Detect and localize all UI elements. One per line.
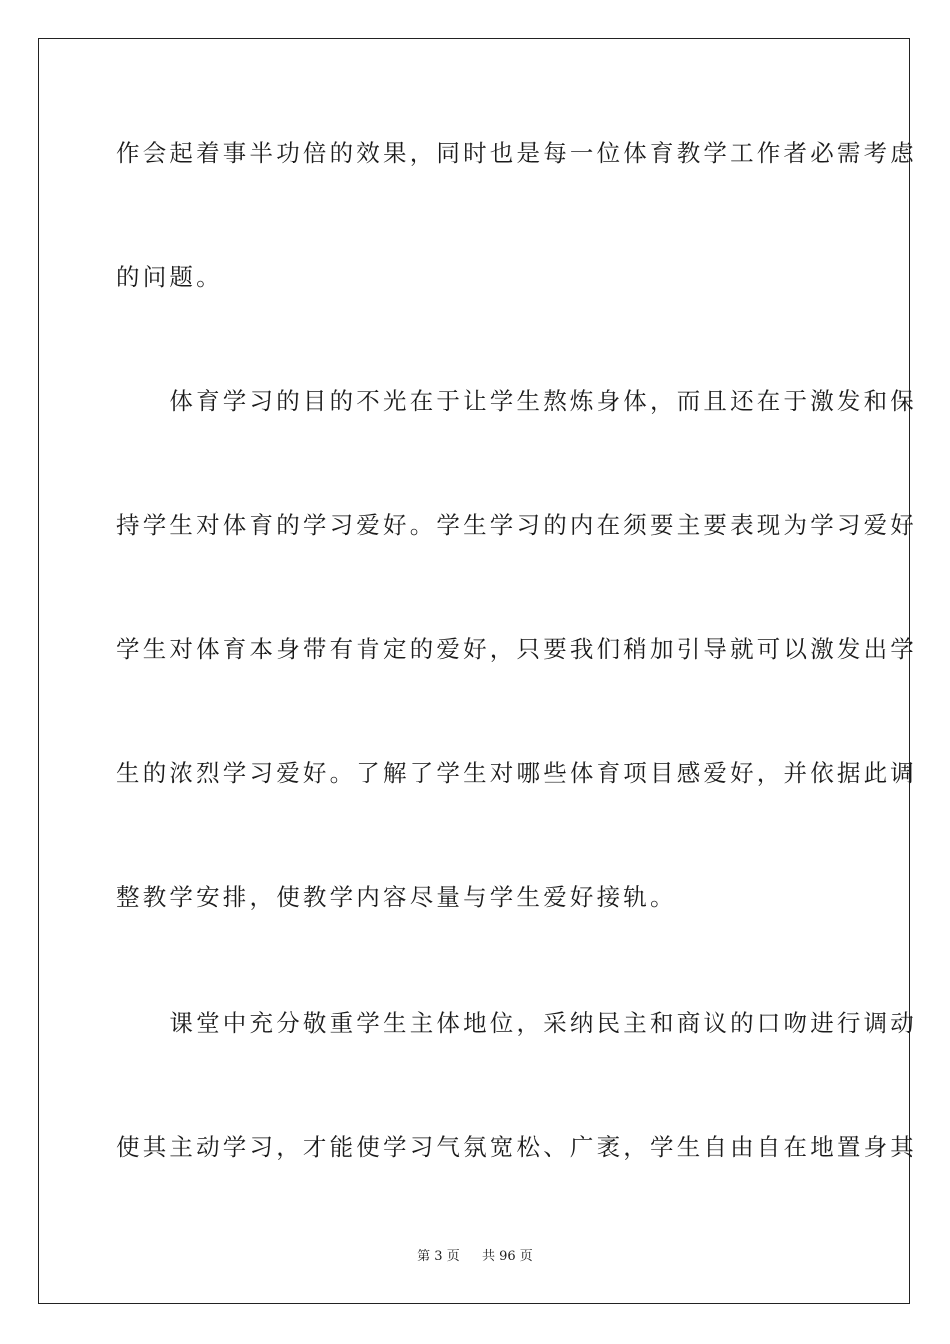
page-number: 第 3 页 (417, 1249, 460, 1264)
body-text-line-8: 课堂中充分敬重学生主体地位，采纳民主和商议的口吻进行调动 (116, 1009, 917, 1037)
body-text-line-4: 持学生对体育的学习爱好。学生学习的内在须要主要表现为学习爱好 (116, 511, 917, 539)
body-text-line-3: 体育学习的目的不光在于让学生熬炼身体，而且还在于激发和保 (116, 387, 917, 415)
body-text-line-6: 生的浓烈学习爱好。了解了学生对哪些体育项目感爱好，并依据此调 (116, 759, 917, 787)
body-text-line-5: 学生对体育本身带有肯定的爱好，只要我们稍加引导就可以激发出学 (116, 635, 917, 663)
page-footer (0, 1248, 950, 1266)
total-pages: 共 96 页 (482, 1249, 533, 1264)
page-border (38, 38, 917, 1304)
body-text-line-7: 整教学安排，使教学内容尽量与学生爱好接轨。 (116, 883, 677, 911)
body-text-line-1: 作会起着事半功倍的效果，同时也是每一位体育教学工作者必需考虑 (116, 139, 917, 167)
body-text-line-2: 的问题。 (116, 263, 223, 291)
body-text-line-9: 使其主动学习，才能使学习气氛宽松、广袤，学生自由自在地置身其 (116, 1133, 917, 1161)
